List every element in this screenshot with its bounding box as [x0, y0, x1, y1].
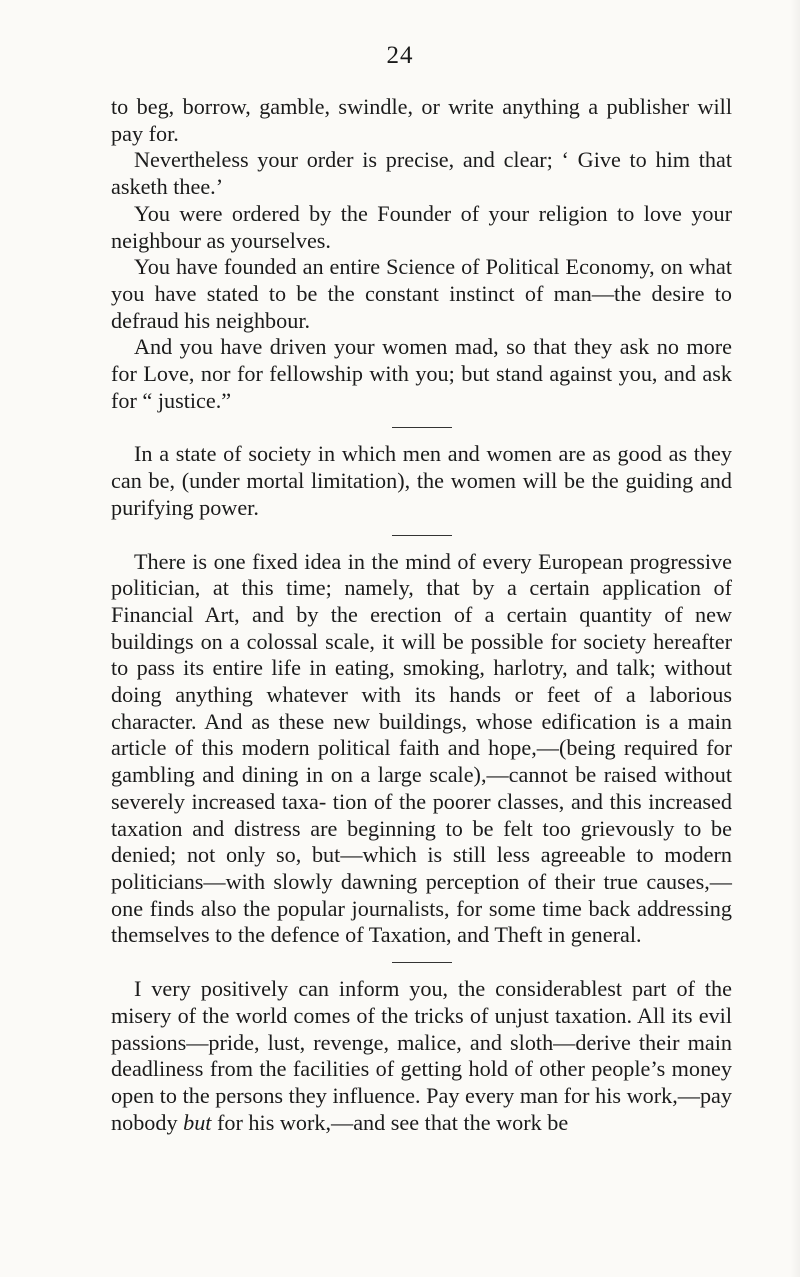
paragraph-fixed-idea: There is one fixed idea in the mind of every European progressive politician, at this time; namely, that by a certain application of Financial Art, and by the erection of a certain quantity of new buildings on a colossal scale, it will be possible for society hereafter to pass its entire life in eating, smoking, harlotry, and talk; without doing anything whatever with its hands or feet of a laborious character. And as these new buildings, whose edification is a main article of this modern political faith and hope,—(being required for gambling and dining in on a large scale),—cannot be raised without severely increased taxa- tion of the poorer classes, and this increased taxation and distress are beginning to be felt too grievously to be denied; not only so, but—which is still less agreeable to modern politicians—with slowly dawning perception of their true causes,—one finds also the popular journalists, for some time back addressing themselves to the defence of Taxation, and Theft in general.: [111, 548, 732, 948]
paragraph-order: Nevertheless your order is precise, and clear; ‘ Give to him that asketh thee.’: [111, 147, 732, 200]
section-divider: [392, 962, 452, 963]
body-text: [111, 94, 732, 1136]
section-divider: [392, 427, 452, 428]
paragraph-society: In a state of society in which men and women are as good as they can be, (under mortal limitation), the women will be the guiding and purifying power.: [111, 441, 732, 520]
taxation-text-after: for his work,—and see that the work be: [211, 1109, 569, 1135]
paragraph-women: And you have driven your women mad, so that they ask no more for Love, nor for fellowship with you; but stand against you, and ask for “ justice.”: [111, 334, 732, 413]
taxation-text-before: I very positively can inform you, the considerablest part of the misery of the world comes of the tricks of unjust taxation. All its evil passions—pride, lust, revenge, malice, and sloth—derive their main deadliness from the facilities of getting hold of other people’s money open to the persons they influence. Pay every man for his work,—pay nobody: [111, 976, 732, 1135]
paragraph-taxation: [111, 976, 732, 1136]
emphasis-but: but: [183, 1109, 212, 1135]
section-divider: [392, 535, 452, 536]
paragraph-continued: to beg, borrow, gamble, swindle, or write anything a publisher will pay for.: [111, 94, 732, 146]
paragraph-founder: You were ordered by the Founder of your religion to love your neighbour as yourselves.: [111, 200, 732, 253]
paragraph-political-economy: You have founded an entire Science of Political Economy, on what you have stated to be the constant instinct of man—the desire to defraud his neighbour.: [111, 254, 732, 333]
page-edge-shadow: [790, 0, 800, 1277]
page-number: 24: [386, 42, 414, 69]
